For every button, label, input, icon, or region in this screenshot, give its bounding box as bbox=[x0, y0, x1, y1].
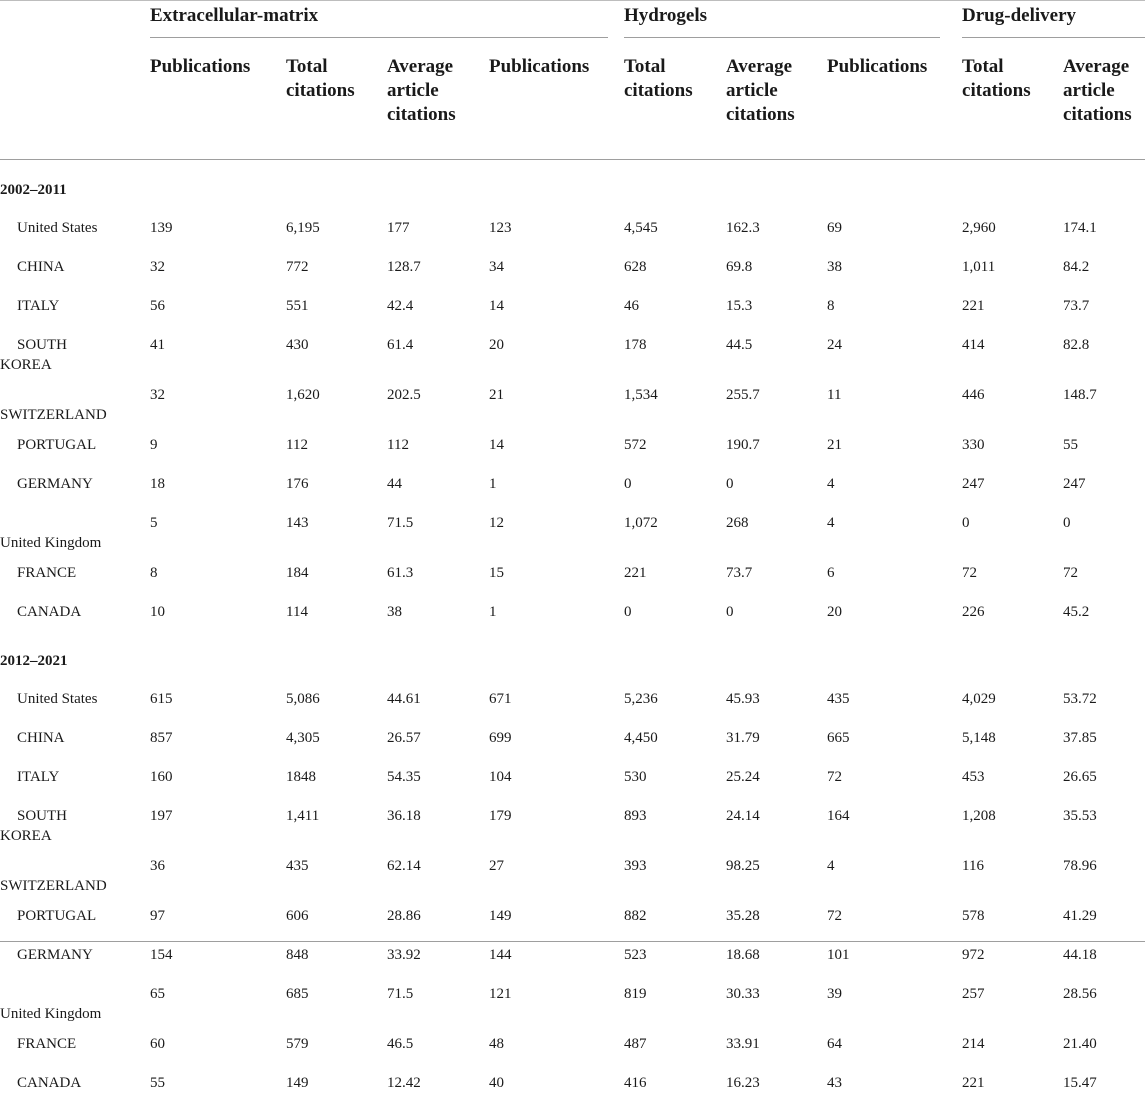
value-cell: 179 bbox=[489, 808, 512, 824]
value-cell: 42.4 bbox=[387, 298, 414, 314]
value-cell: 116 bbox=[962, 858, 984, 874]
country-label: FRANCE bbox=[17, 1036, 77, 1052]
value-cell: 414 bbox=[962, 337, 985, 353]
column-header: Average article citations bbox=[1063, 38, 1145, 160]
country-cell bbox=[0, 896, 150, 935]
country-label-continued: SWITZERLAND bbox=[0, 407, 107, 423]
value-cell: 32 bbox=[150, 259, 165, 275]
value-cell: 178 bbox=[624, 337, 647, 353]
value-cell: 112 bbox=[387, 437, 409, 453]
value-cell: 104 bbox=[489, 769, 512, 785]
value-cell: 174.1 bbox=[1063, 220, 1097, 236]
value-cell: 60 bbox=[150, 1036, 165, 1052]
value-cell: 1 bbox=[489, 476, 497, 492]
value-cell: 221 bbox=[624, 565, 647, 581]
bottom-rule bbox=[0, 941, 1145, 942]
value-cell: 41.29 bbox=[1063, 908, 1097, 924]
value-cell: 1,534 bbox=[624, 387, 658, 403]
country-cell bbox=[0, 464, 150, 503]
value-cell: 36.18 bbox=[387, 808, 421, 824]
value-cell: 176 bbox=[286, 476, 309, 492]
value-cell: 214 bbox=[962, 1036, 985, 1052]
country-cell bbox=[0, 718, 150, 757]
country-label: PORTUGAL bbox=[17, 437, 97, 453]
value-cell: 39 bbox=[827, 986, 842, 1002]
value-cell: 4,305 bbox=[286, 730, 320, 746]
value-cell: 12.42 bbox=[387, 1075, 421, 1091]
value-cell: 393 bbox=[624, 858, 647, 874]
table-row bbox=[0, 425, 1145, 464]
value-cell: 128.7 bbox=[387, 259, 421, 275]
value-cell: 24 bbox=[827, 337, 842, 353]
value-cell: 61.4 bbox=[387, 337, 414, 353]
value-cell: 435 bbox=[827, 691, 850, 707]
value-cell: 530 bbox=[624, 769, 647, 785]
value-cell: 11 bbox=[827, 387, 842, 403]
country-label: PORTUGAL bbox=[17, 908, 97, 924]
value-cell: 15.3 bbox=[726, 298, 753, 314]
table-row bbox=[0, 1024, 1145, 1063]
country-cell bbox=[0, 796, 150, 846]
period-label: 2002–2011 bbox=[0, 182, 67, 198]
value-cell: 221 bbox=[962, 1075, 985, 1091]
value-cell: 8 bbox=[827, 298, 835, 314]
value-cell: 72 bbox=[827, 769, 842, 785]
value-cell: 28.86 bbox=[387, 908, 421, 924]
value-cell: 268 bbox=[726, 515, 749, 531]
country-label-continued: United Kingdom bbox=[0, 1006, 102, 1022]
value-cell: 43 bbox=[827, 1075, 842, 1091]
value-cell: 15 bbox=[489, 565, 504, 581]
country-label: ITALY bbox=[17, 298, 60, 314]
value-cell: 26.57 bbox=[387, 730, 421, 746]
value-cell: 893 bbox=[624, 808, 647, 824]
value-cell: 882 bbox=[624, 908, 647, 924]
country-cell bbox=[0, 325, 150, 375]
country-cell bbox=[0, 1063, 150, 1102]
value-cell: 819 bbox=[624, 986, 647, 1002]
period-label: 2012–2021 bbox=[0, 653, 68, 669]
period-row bbox=[0, 160, 1145, 209]
value-cell: 21 bbox=[489, 387, 504, 403]
column-header: Average article citations bbox=[387, 38, 489, 160]
value-cell: 41 bbox=[150, 337, 165, 353]
value-cell: 5,236 bbox=[624, 691, 658, 707]
value-cell: 184 bbox=[286, 565, 309, 581]
value-cell: 114 bbox=[286, 604, 308, 620]
value-cell: 0 bbox=[726, 476, 734, 492]
value-cell: 21.40 bbox=[1063, 1036, 1097, 1052]
value-cell: 33.92 bbox=[387, 947, 421, 963]
value-cell: 1848 bbox=[286, 769, 316, 785]
value-cell: 6,195 bbox=[286, 220, 320, 236]
column-header: Publications bbox=[150, 38, 286, 160]
value-cell: 28.56 bbox=[1063, 986, 1097, 1002]
country-cell bbox=[0, 503, 150, 553]
value-cell: 848 bbox=[286, 947, 309, 963]
value-cell: 18.68 bbox=[726, 947, 760, 963]
value-cell: 73.7 bbox=[1063, 298, 1090, 314]
value-cell: 72 bbox=[827, 908, 842, 924]
value-cell: 24.14 bbox=[726, 808, 760, 824]
column-header: Publications bbox=[489, 38, 624, 160]
value-cell: 44 bbox=[387, 476, 402, 492]
table-row bbox=[0, 974, 1145, 1024]
country-cell bbox=[0, 592, 150, 631]
value-cell: 202.5 bbox=[387, 387, 421, 403]
value-cell: 31.79 bbox=[726, 730, 760, 746]
value-cell: 1,411 bbox=[286, 808, 320, 824]
value-cell: 15.47 bbox=[1063, 1075, 1097, 1091]
value-cell: 97 bbox=[150, 908, 165, 924]
value-cell: 0 bbox=[624, 476, 632, 492]
value-cell: 72 bbox=[962, 565, 978, 581]
value-cell: 53.72 bbox=[1063, 691, 1097, 707]
value-cell: 8 bbox=[150, 565, 158, 581]
value-cell: 1 bbox=[489, 604, 497, 620]
value-cell: 40 bbox=[489, 1075, 504, 1091]
value-cell: 65 bbox=[150, 986, 165, 1002]
column-header: Total citations bbox=[962, 38, 1063, 160]
value-cell: 26.65 bbox=[1063, 769, 1097, 785]
value-cell: 123 bbox=[489, 220, 512, 236]
table-row bbox=[0, 796, 1145, 846]
value-cell: 551 bbox=[286, 298, 309, 314]
value-cell: 164 bbox=[827, 808, 850, 824]
value-cell: 430 bbox=[286, 337, 309, 353]
value-cell: 12 bbox=[489, 515, 504, 531]
value-cell: 685 bbox=[286, 986, 309, 1002]
value-cell: 572 bbox=[624, 437, 647, 453]
value-cell: 578 bbox=[962, 908, 985, 924]
value-cell: 857 bbox=[150, 730, 173, 746]
value-cell: 197 bbox=[150, 808, 173, 824]
value-cell: 255.7 bbox=[726, 387, 760, 403]
value-cell: 72 bbox=[1063, 565, 1079, 581]
value-cell: 10 bbox=[150, 604, 165, 620]
value-cell: 154 bbox=[150, 947, 173, 963]
value-cell: 35.28 bbox=[726, 908, 760, 924]
country-cell bbox=[0, 974, 150, 1024]
table-row bbox=[0, 208, 1145, 247]
table-row bbox=[0, 718, 1145, 757]
value-cell: 4 bbox=[827, 515, 835, 531]
value-cell: 61.3 bbox=[387, 565, 414, 581]
value-cell: 606 bbox=[286, 908, 309, 924]
table-row bbox=[0, 592, 1145, 631]
value-cell: 45.93 bbox=[726, 691, 760, 707]
value-cell: 0 bbox=[726, 604, 734, 620]
value-cell: 416 bbox=[624, 1075, 647, 1091]
group-title-hydrogels: Hydrogels bbox=[624, 5, 708, 26]
value-cell: 4,545 bbox=[624, 220, 658, 236]
value-cell: 6 bbox=[827, 565, 835, 581]
value-cell: 4 bbox=[827, 858, 835, 874]
value-cell: 2,960 bbox=[962, 220, 996, 236]
value-cell: 1,208 bbox=[962, 808, 996, 824]
value-cell: 453 bbox=[962, 769, 985, 785]
value-cell: 226 bbox=[962, 604, 985, 620]
table-row bbox=[0, 896, 1145, 935]
value-cell: 1,620 bbox=[286, 387, 320, 403]
country-cell bbox=[0, 757, 150, 796]
table-row bbox=[0, 553, 1145, 592]
value-cell: 665 bbox=[827, 730, 850, 746]
value-cell: 46.5 bbox=[387, 1036, 414, 1052]
table-row bbox=[0, 325, 1145, 375]
value-cell: 0 bbox=[1063, 515, 1071, 531]
country-label-continued: KOREA bbox=[0, 357, 52, 373]
value-cell: 30.33 bbox=[726, 986, 760, 1002]
group-title-extracellular-matrix: Extracellular-matrix bbox=[150, 5, 319, 26]
value-cell: 1,011 bbox=[962, 259, 996, 275]
country-cell bbox=[0, 1024, 150, 1063]
value-cell: 5,086 bbox=[286, 691, 320, 707]
country-label: United States bbox=[17, 691, 98, 707]
value-cell: 149 bbox=[489, 908, 512, 924]
value-cell: 20 bbox=[827, 604, 842, 620]
value-cell: 5 bbox=[150, 515, 158, 531]
value-cell: 148.7 bbox=[1063, 387, 1097, 403]
value-cell: 48 bbox=[489, 1036, 504, 1052]
value-cell: 27 bbox=[489, 858, 504, 874]
table-row bbox=[0, 247, 1145, 286]
value-cell: 523 bbox=[624, 947, 647, 963]
value-cell: 33.91 bbox=[726, 1036, 760, 1052]
value-cell: 54.35 bbox=[387, 769, 421, 785]
value-cell: 38 bbox=[387, 604, 402, 620]
value-cell: 9 bbox=[150, 437, 158, 453]
value-cell: 0 bbox=[962, 515, 970, 531]
value-cell: 37.85 bbox=[1063, 730, 1097, 746]
value-cell: 69.8 bbox=[726, 259, 753, 275]
value-cell: 21 bbox=[827, 437, 842, 453]
table-row bbox=[0, 375, 1145, 425]
value-cell: 82.8 bbox=[1063, 337, 1090, 353]
value-cell: 579 bbox=[286, 1036, 309, 1052]
value-cell: 64 bbox=[827, 1036, 842, 1052]
country-label-continued: United Kingdom bbox=[0, 535, 102, 551]
table-row bbox=[0, 503, 1145, 553]
value-cell: 247 bbox=[962, 476, 985, 492]
value-cell: 14 bbox=[489, 437, 504, 453]
value-cell: 772 bbox=[286, 259, 309, 275]
value-cell: 55 bbox=[1063, 437, 1079, 453]
value-cell: 149 bbox=[286, 1075, 309, 1091]
country-label: FRANCE bbox=[17, 565, 77, 581]
table-row bbox=[0, 679, 1145, 718]
value-cell: 143 bbox=[286, 515, 309, 531]
country-label: CANADA bbox=[17, 1075, 82, 1091]
value-cell: 121 bbox=[489, 986, 512, 1002]
value-cell: 435 bbox=[286, 858, 309, 874]
value-cell: 330 bbox=[962, 437, 985, 453]
value-cell: 62.14 bbox=[387, 858, 421, 874]
country-label: United States bbox=[17, 220, 98, 236]
country-cell bbox=[0, 208, 150, 247]
country-label: CHINA bbox=[17, 730, 65, 746]
value-cell: 44.5 bbox=[726, 337, 753, 353]
value-cell: 69 bbox=[827, 220, 842, 236]
column-header: Average article citations bbox=[726, 38, 827, 160]
value-cell: 190.7 bbox=[726, 437, 760, 453]
column-header: Total citations bbox=[624, 38, 726, 160]
country-cell bbox=[0, 286, 150, 325]
value-cell: 144 bbox=[489, 947, 512, 963]
column-header: Total citations bbox=[286, 38, 387, 160]
value-cell: 5,148 bbox=[962, 730, 996, 746]
value-cell: 36 bbox=[150, 858, 165, 874]
value-cell: 55 bbox=[150, 1075, 165, 1091]
value-cell: 25.24 bbox=[726, 769, 760, 785]
value-cell: 35.53 bbox=[1063, 808, 1097, 824]
value-cell: 44.61 bbox=[387, 691, 421, 707]
value-cell: 177 bbox=[387, 220, 410, 236]
country-label: SOUTH bbox=[17, 808, 68, 824]
value-cell: 628 bbox=[624, 259, 647, 275]
country-cell bbox=[0, 846, 150, 896]
value-cell: 98.25 bbox=[726, 858, 760, 874]
table-row bbox=[0, 757, 1145, 796]
value-cell: 4,029 bbox=[962, 691, 996, 707]
value-cell: 487 bbox=[624, 1036, 647, 1052]
value-cell: 73.7 bbox=[726, 565, 753, 581]
value-cell: 101 bbox=[827, 947, 850, 963]
period-row bbox=[0, 631, 1145, 679]
country-cell bbox=[0, 425, 150, 464]
country-cell bbox=[0, 375, 150, 425]
country-cell bbox=[0, 247, 150, 286]
value-cell: 38 bbox=[827, 259, 842, 275]
value-cell: 18 bbox=[150, 476, 165, 492]
value-cell: 34 bbox=[489, 259, 504, 275]
value-cell: 56 bbox=[150, 298, 165, 314]
value-cell: 1,072 bbox=[624, 515, 658, 531]
value-cell: 221 bbox=[962, 298, 985, 314]
country-cell bbox=[0, 679, 150, 718]
value-cell: 247 bbox=[1063, 476, 1086, 492]
value-cell: 46 bbox=[624, 298, 639, 314]
country-label: SOUTH bbox=[17, 337, 68, 353]
value-cell: 112 bbox=[286, 437, 308, 453]
column-header: Publications bbox=[827, 38, 962, 160]
value-cell: 78.96 bbox=[1063, 858, 1097, 874]
value-cell: 160 bbox=[150, 769, 173, 785]
table-row bbox=[0, 286, 1145, 325]
value-cell: 16.23 bbox=[726, 1075, 760, 1091]
value-cell: 671 bbox=[489, 691, 512, 707]
value-cell: 139 bbox=[150, 220, 173, 236]
value-cell: 45.2 bbox=[1063, 604, 1090, 620]
value-cell: 71.5 bbox=[387, 515, 414, 531]
country-label: GERMANY bbox=[17, 476, 93, 492]
country-cell bbox=[0, 553, 150, 592]
value-cell: 162.3 bbox=[726, 220, 760, 236]
value-cell: 4 bbox=[827, 476, 835, 492]
value-cell: 0 bbox=[624, 604, 632, 620]
table-row bbox=[0, 1063, 1145, 1102]
value-cell: 446 bbox=[962, 387, 985, 403]
value-cell: 615 bbox=[150, 691, 173, 707]
value-cell: 71.5 bbox=[387, 986, 414, 1002]
country-label: ITALY bbox=[17, 769, 60, 785]
value-cell: 257 bbox=[962, 986, 985, 1002]
value-cell: 972 bbox=[962, 947, 985, 963]
value-cell: 84.2 bbox=[1063, 259, 1090, 275]
country-label-continued: KOREA bbox=[0, 828, 52, 844]
value-cell: 44.18 bbox=[1063, 947, 1097, 963]
country-label: GERMANY bbox=[17, 947, 93, 963]
value-cell: 699 bbox=[489, 730, 512, 746]
value-cell: 32 bbox=[150, 387, 165, 403]
country-label: CANADA bbox=[17, 604, 82, 620]
country-label: CHINA bbox=[17, 259, 65, 275]
value-cell: 14 bbox=[489, 298, 504, 314]
group-title-drug-delivery: Drug-delivery bbox=[962, 5, 1077, 26]
table-row bbox=[0, 846, 1145, 896]
table-row bbox=[0, 464, 1145, 503]
value-cell: 20 bbox=[489, 337, 504, 353]
value-cell: 4,450 bbox=[624, 730, 658, 746]
country-label-continued: SWITZERLAND bbox=[0, 878, 107, 894]
